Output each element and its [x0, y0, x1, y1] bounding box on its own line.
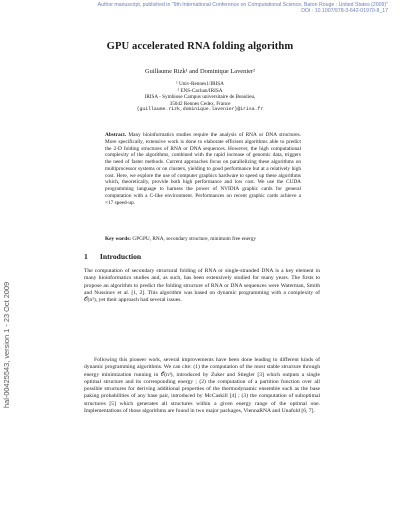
intro-paragraph-1: The computation of secondary structural folding of RNA or single-stranded DNA is a key element in many bioinformatics studies and, as such, has been extensively studied for many years. The firsts to propose an algorithm to predict the folding structure of RNA or DNA sequences were Waterman, Smith and Nussinov et al. [1, 2]. This algorithm was based on dynamic programming with a complexity of 𝒪(n³), yet their approach had several issues.	[84, 268, 320, 304]
abstract-text: Many bioinformatics studies require the analysis of RNA or DNA structures. More specifically, extensive work is done to elaborate efficient algorithms able to predict the 2-D folding structures of RNA or DNA sequences. However, the high computational complexity of the algorithms, combined with the rapid increase of genomic data, triggers the need of faster methods. Current approaches focus on parallelizing these algorithms on multiprocessor systems or on clusters, yielding to good performance but at a relatively high cost. Here, we explore the use of computer graphics hardware to speed up these algorithms which, theoretically, provide both high performance and low cost. We use the CUDA programming language to harness the power of NVIDIA graphic cards for general computation with a C-like environment. Performances on recent graphic cards achieve a ×17 speed-up.	[105, 132, 302, 206]
paper-authors: Guillaume Rizk¹ and Dominique Lavenier²	[145, 68, 255, 75]
affiliation-2: ² ENS-Cachan/IRISA	[177, 87, 223, 94]
paper-title: GPU accelerated RNA folding algorithm	[106, 41, 294, 52]
affiliation-1: ¹ Univ-Rennes1/IRISA	[176, 81, 224, 87]
abstract	[105, 132, 301, 206]
banner-doi: DOI : 10.1007/978-3-642-01970-8_17	[301, 8, 388, 15]
intro-paragraph-2: Following this pioneer work, several improvements have been done leading to different kinds of dynamic programming algorithms. We can cite: (1) the computation of the most stable structure through energy minimization running in 𝒪(n³), introduced by Zuker and Stiegler [3] which outputs a single optimal structure and its corresponding energy ; (2) the computation of a partition function over all possible structures for deriving additional properties of the thermodynamic ensemble such as the base paking probabilities of any base pair, introduced by McCaskill [4] ; (3) the computation of suboptimal structures [5] which generates all structures within a given energy range of the optimal one. Implementations of those algorithms are found in two major packages, ViennaRNA and Unafold [6, 7].	[84, 357, 320, 415]
keywords-text: GPGPU, RNA, secondary structure, minimum free energy	[132, 236, 256, 242]
hal-identifier: hal-00425543, version 1 - 23 Oct 2009	[2, 281, 11, 408]
author-emails: {guillaume.rizk,dominique.lavenier}@irisa.fr	[136, 107, 264, 113]
abstract-label: Abstract.	[105, 132, 127, 138]
keywords-label: Key words:	[105, 236, 132, 242]
publication-banner	[58, 2, 388, 15]
keywords	[105, 236, 301, 242]
section-title: Introduction	[99, 252, 142, 261]
affiliation-4: 35042 Rennes Cedex, France	[169, 100, 231, 107]
section-number: 1	[84, 252, 88, 261]
affiliation-3: IRISA - Symbiose Campus universitaire de Beaulieu,	[144, 94, 256, 101]
affiliations	[0, 81, 400, 114]
section-heading	[84, 252, 141, 261]
banner-citation: Author manuscript, published in "9th International Conference on Computational Science, Baton Rouge : United States (2009)"	[97, 2, 388, 8]
